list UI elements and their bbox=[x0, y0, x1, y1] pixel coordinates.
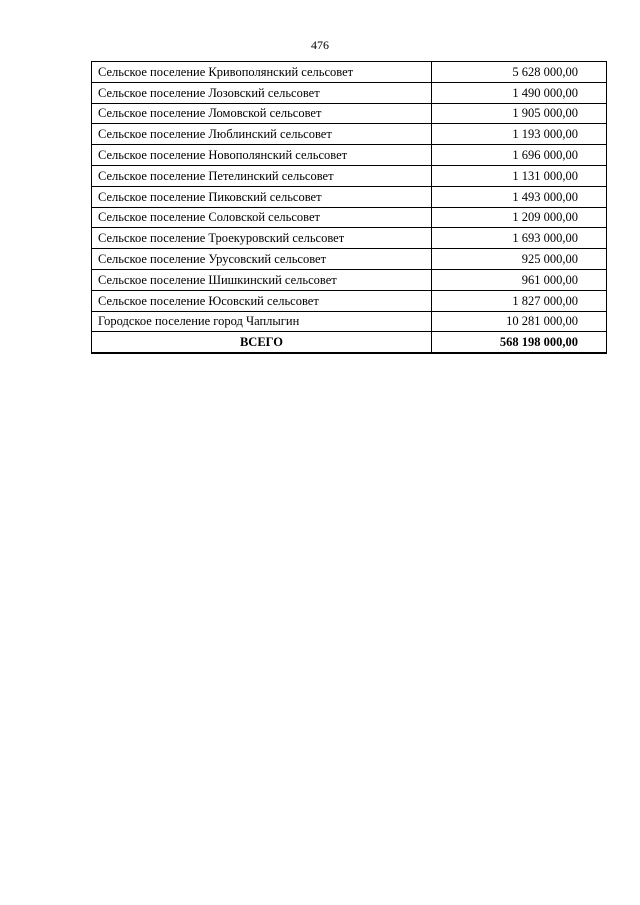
settlement-name: Сельское поселение Лозовский сельсовет bbox=[92, 82, 432, 103]
settlement-name: Сельское поселение Люблинский сельсовет bbox=[92, 124, 432, 145]
settlement-amount: 1 905 000,00 bbox=[432, 103, 607, 124]
settlement-amount: 1 696 000,00 bbox=[432, 145, 607, 166]
table-row bbox=[92, 228, 607, 249]
settlement-amount: 1 493 000,00 bbox=[432, 186, 607, 207]
settlement-name: Сельское поселение Кривополянский сельсовет bbox=[92, 62, 432, 83]
table-row bbox=[92, 165, 607, 186]
settlement-amount: 1 693 000,00 bbox=[432, 228, 607, 249]
table-row bbox=[92, 82, 607, 103]
page-number: 476 bbox=[311, 38, 329, 52]
settlement-name: Сельское поселение Пиковский сельсовет bbox=[92, 186, 432, 207]
settlement-amount: 1 490 000,00 bbox=[432, 82, 607, 103]
settlement-name: Сельское поселение Новополянский сельсовет bbox=[92, 145, 432, 166]
settlement-name: Сельское поселение Урусовский сельсовет bbox=[92, 249, 432, 270]
settlement-amount: 925 000,00 bbox=[432, 249, 607, 270]
table-row bbox=[92, 145, 607, 166]
table-row bbox=[92, 290, 607, 311]
settlement-amount: 961 000,00 bbox=[432, 269, 607, 290]
settlement-amount: 10 281 000,00 bbox=[432, 311, 607, 332]
budget-table bbox=[91, 61, 607, 354]
settlement-amount: 5 628 000,00 bbox=[432, 62, 607, 83]
settlement-amount: 1 193 000,00 bbox=[432, 124, 607, 145]
total-label: ВСЕГО bbox=[92, 332, 432, 353]
total-amount: 568 198 000,00 bbox=[432, 332, 607, 353]
settlement-amount: 1 827 000,00 bbox=[432, 290, 607, 311]
settlement-name: Сельское поселение Ломовской сельсовет bbox=[92, 103, 432, 124]
settlement-name: Сельское поселение Петелинский сельсовет bbox=[92, 165, 432, 186]
table-row bbox=[92, 103, 607, 124]
settlement-name: Сельское поселение Соловской сельсовет bbox=[92, 207, 432, 228]
table-row bbox=[92, 249, 607, 270]
settlement-amount: 1 131 000,00 bbox=[432, 165, 607, 186]
table-row bbox=[92, 207, 607, 228]
table-row bbox=[92, 62, 607, 83]
settlement-name: Сельское поселение Шишкинский сельсовет bbox=[92, 269, 432, 290]
table-row bbox=[92, 186, 607, 207]
table-row bbox=[92, 311, 607, 332]
total-row bbox=[92, 332, 607, 353]
table-row bbox=[92, 269, 607, 290]
settlement-name: Сельское поселение Юсовский сельсовет bbox=[92, 290, 432, 311]
settlement-name: Городское поселение город Чаплыгин bbox=[92, 311, 432, 332]
table-row bbox=[92, 124, 607, 145]
settlement-amount: 1 209 000,00 bbox=[432, 207, 607, 228]
settlement-name: Сельское поселение Троекуровский сельсовет bbox=[92, 228, 432, 249]
